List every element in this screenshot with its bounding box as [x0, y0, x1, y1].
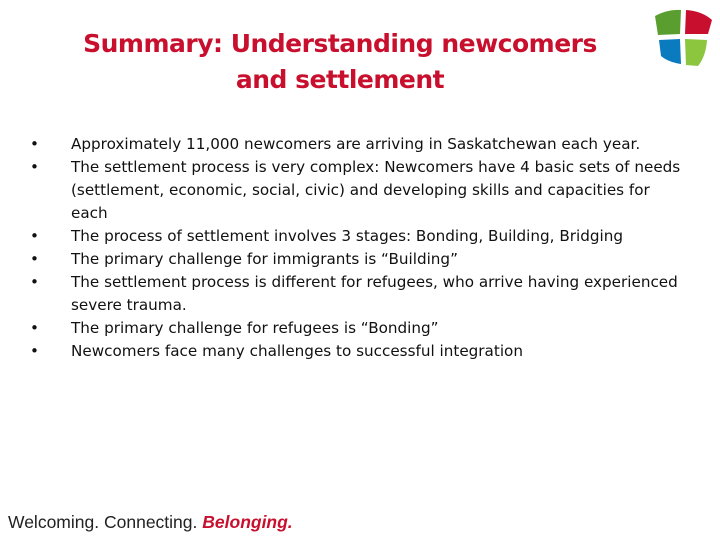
bullet-item: [30, 156, 690, 225]
bullet-item: [30, 248, 690, 271]
logo-tile-top-right: [685, 10, 712, 34]
bullet-dot: •: [30, 135, 39, 153]
bullet-text: Approximately 11,000 newcomers are arriving in Saskatchewan each year.: [71, 135, 641, 153]
bullet-dot: •: [30, 227, 39, 245]
bullet-item: [30, 340, 690, 363]
bullet-text: The settlement process is different for refugees, who arrive having experienced severe trauma.: [71, 273, 678, 314]
bullet-item: [30, 271, 690, 317]
bullet-item: [30, 133, 690, 156]
logo-tile-top-left: [655, 10, 681, 35]
bullet-item: [30, 317, 690, 340]
bullet-list: [30, 133, 690, 363]
bullet-text: The primary challenge for refugees is “Bonding”: [71, 319, 439, 337]
footer-belonging: Belonging.: [202, 512, 293, 532]
logo-tile-bottom-right: [685, 39, 707, 66]
bullet-dot: •: [30, 273, 39, 291]
bullet-text: The settlement process is very complex: Newcomers have 4 basic sets of needs (settlement, economic, social, civic) and developing skills and capacities for each: [71, 158, 681, 222]
logo-tile-bottom-left: [659, 39, 681, 64]
footer-tagline: [8, 512, 293, 533]
logo: [650, 4, 720, 74]
bullet-dot: •: [30, 158, 39, 176]
slide-title: [60, 26, 620, 98]
bullet-dot: •: [30, 250, 39, 268]
four-tile-logo-icon: [650, 4, 720, 74]
slide-title-line-2: and settlement: [235, 65, 445, 94]
footer-welcoming: Welcoming.: [8, 512, 100, 532]
slide-title-line-1: Summary: Understanding newcomers: [83, 29, 597, 58]
footer-connecting: Connecting.: [103, 512, 198, 532]
bullet-text: The process of settlement involves 3 stages: Bonding, Building, Bridging: [71, 227, 623, 245]
bullet-item: [30, 225, 690, 248]
bullet-dot: •: [30, 342, 39, 360]
bullet-text: Newcomers face many challenges to successful integration: [71, 342, 523, 360]
bullet-text: The primary challenge for immigrants is “Building”: [71, 250, 458, 268]
bullet-dot: •: [30, 319, 39, 337]
